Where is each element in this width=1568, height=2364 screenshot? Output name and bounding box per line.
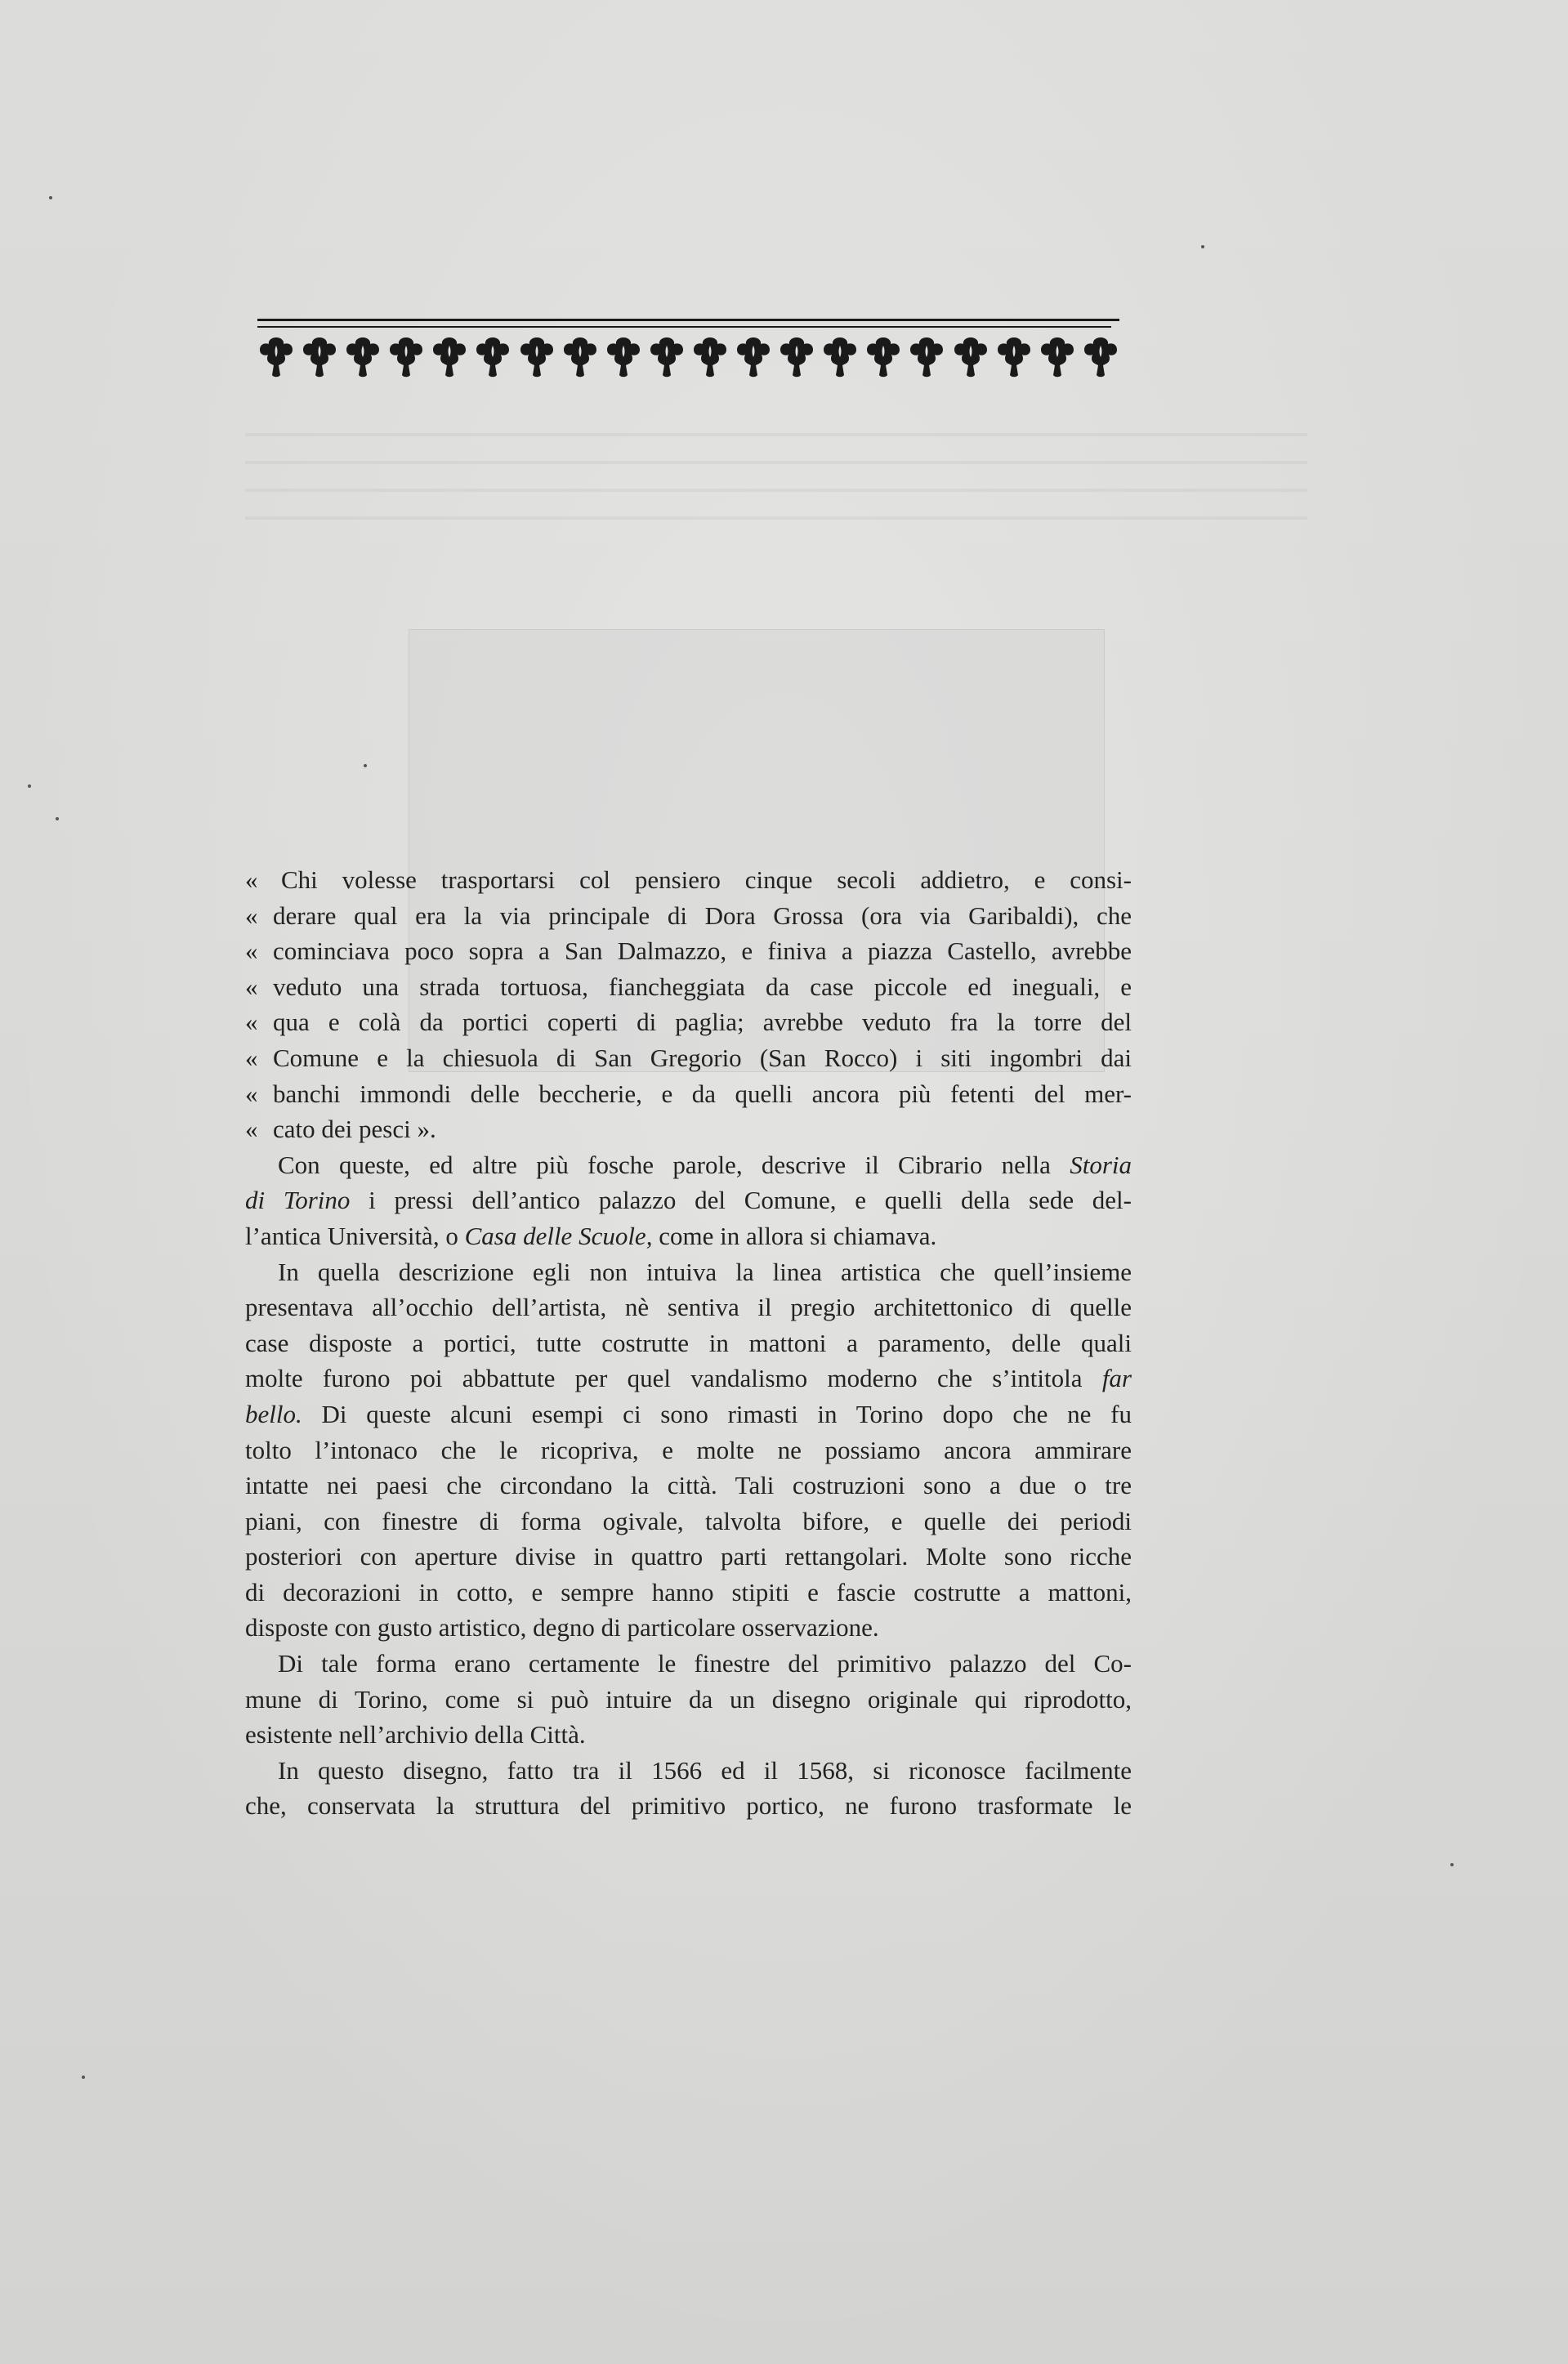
body-text xyxy=(245,862,1132,1824)
quote-line-text: banchi immondi delle beccherie, e da quelli ancora più fetenti del mer- xyxy=(273,1079,1132,1108)
quote-line xyxy=(245,1076,1132,1112)
fleuron-icon xyxy=(431,334,468,380)
fleuron-icon xyxy=(778,334,815,380)
paragraph-line xyxy=(245,1182,1132,1218)
speck xyxy=(82,2076,85,2079)
fleuron-icon xyxy=(821,334,859,380)
fleuron-icon xyxy=(735,334,772,380)
text-run: molte furono poi abbattute per quel vandalismo moderno che s’intitola xyxy=(245,1364,1102,1393)
quote-line xyxy=(245,1111,1132,1147)
fleuron-icon xyxy=(518,334,556,380)
bleed-through-text xyxy=(245,409,1307,572)
quote-mark: « xyxy=(245,1043,258,1072)
fleuron-icon xyxy=(301,334,338,380)
fleuron-icon xyxy=(605,334,642,380)
italic-run: far xyxy=(1101,1364,1132,1393)
speck xyxy=(1201,245,1204,248)
fleuron-icon xyxy=(1039,334,1076,380)
paragraph-line: mune di Torino, come si può intuire da un disegno originale qui riprodotto, xyxy=(245,1684,1132,1714)
quote-line-text: Chi volesse trasportarsi col pensiero cinque secoli addietro, e consi- xyxy=(281,865,1132,894)
text-run: i pressi dell’antico palazzo del Comune, e quelli della sede del- xyxy=(350,1186,1132,1215)
ornament-rule-bottom xyxy=(257,326,1111,328)
text-run: Con queste, ed altre più fosche parole, descrive il Cibrario nella xyxy=(278,1150,1070,1179)
paragraph-line: intatte nei paesi che circondano la città. Tali costruzioni sono a due o tre xyxy=(245,1471,1132,1500)
speck xyxy=(28,784,31,788)
speck xyxy=(1450,1863,1454,1866)
italic-run: bello. xyxy=(245,1399,302,1428)
quote-mark: « xyxy=(245,900,258,930)
paragraph-line: di decorazioni in cotto, e sempre hanno stipiti e fascie costrutte a mattoni, xyxy=(245,1577,1132,1607)
paragraph-line: presentava all’occhio dell’artista, nè sentiva il pregio architettonico di quelle xyxy=(245,1293,1132,1322)
quote-line-text: derare qual era la via principale di Dora Grossa (ora via Garibaldi), che xyxy=(273,900,1132,930)
paragraph-line: Di tale forma erano certamente le finestre del primitivo palazzo del Co- xyxy=(278,1649,1132,1678)
quote-line-text: cato dei pesci ». xyxy=(273,1115,436,1144)
quote-mark: « xyxy=(245,1115,258,1144)
paragraph-line: tolto l’intonaco che le ricopriva, e molte ne possiamo ancora ammirare xyxy=(245,1435,1132,1464)
ornament-rule-top xyxy=(257,319,1119,321)
quote-mark: « xyxy=(245,1008,258,1037)
paragraph-line: esistente nell’archivio della Città. xyxy=(245,1720,586,1750)
quote-mark: « xyxy=(245,1079,258,1108)
text-run: come in allora si chiamava. xyxy=(652,1221,937,1250)
paragraph-line xyxy=(245,1147,1132,1183)
italic-run: di Torino xyxy=(245,1186,351,1215)
quote-line xyxy=(245,1004,1132,1040)
quote-mark: « xyxy=(245,972,258,1001)
fleuron-icon xyxy=(995,334,1033,380)
speck xyxy=(49,196,52,199)
paragraph-line: In questo disegno, fatto tra il 1566 ed il 1568, si riconosce facilmente xyxy=(278,1755,1132,1785)
fleuron-icon xyxy=(474,334,511,380)
quote-line xyxy=(245,933,1132,969)
fleuron-icon xyxy=(952,334,989,380)
speck xyxy=(364,764,367,767)
fleuron-icon xyxy=(257,334,295,380)
quote-line xyxy=(245,1040,1132,1076)
fleuron-icon xyxy=(648,334,686,380)
quote-line xyxy=(245,898,1132,934)
paragraph-line: che, conservata la struttura del primitivo portico, ne furono trasformate le xyxy=(245,1791,1132,1821)
fleuron-icon xyxy=(1082,334,1119,380)
quote-line xyxy=(245,969,1132,1005)
paragraph-line: piani, con finestre di forma ogivale, talvolta bifore, e quelle dei periodi xyxy=(245,1506,1132,1535)
quote-line xyxy=(245,862,1132,898)
fleuron-icon xyxy=(387,334,425,380)
quote-line-text: qua e colà da portici coperti di paglia; avrebbe veduto fra la torre del xyxy=(273,1008,1132,1037)
paragraph-line: In quella descrizione egli non intuiva la linea artistica che quell’insieme xyxy=(278,1257,1132,1286)
paragraph-line xyxy=(245,1361,1132,1397)
speck xyxy=(56,817,59,820)
fleuron-icon xyxy=(864,334,902,380)
fleuron-icon xyxy=(908,334,945,380)
fleuron-icon xyxy=(561,334,599,380)
fleuron-row xyxy=(257,334,1119,380)
fleuron-icon xyxy=(691,334,729,380)
quote-line-text: veduto una strada tortuosa, fiancheggiata da case piccole ed ineguali, e xyxy=(273,972,1132,1001)
paragraph-line: disposte con gusto artistico, degno di particolare osservazione. xyxy=(245,1613,879,1642)
quote-line-text: cominciava poco sopra a San Dalmazzo, e finiva a piazza Castello, avrebbe xyxy=(273,936,1132,966)
italic-run: Casa delle Scuole, xyxy=(464,1221,653,1250)
quote-mark: « xyxy=(245,936,258,966)
paragraph-line xyxy=(245,1397,1132,1432)
text-run: Di queste alcuni esempi ci sono rimasti in Torino dopo che ne fu xyxy=(302,1399,1132,1428)
quote-mark: « xyxy=(245,865,258,894)
paragraph-line: case disposte a portici, tutte costrutte in mattoni a paramento, delle quali xyxy=(245,1328,1132,1357)
paragraph-line xyxy=(245,1218,1132,1254)
quote-line-text: Comune e la chiesuola di San Gregorio (San Rocco) i siti ingombri dai xyxy=(273,1043,1132,1072)
text-run: l’antica Università, o xyxy=(245,1221,465,1250)
header-ornament xyxy=(257,319,1119,380)
italic-run: Storia xyxy=(1070,1150,1132,1179)
fleuron-icon xyxy=(344,334,382,380)
paragraph-line: posteriori con aperture divise in quattro parti rettangolari. Molte sono ricche xyxy=(245,1542,1132,1571)
